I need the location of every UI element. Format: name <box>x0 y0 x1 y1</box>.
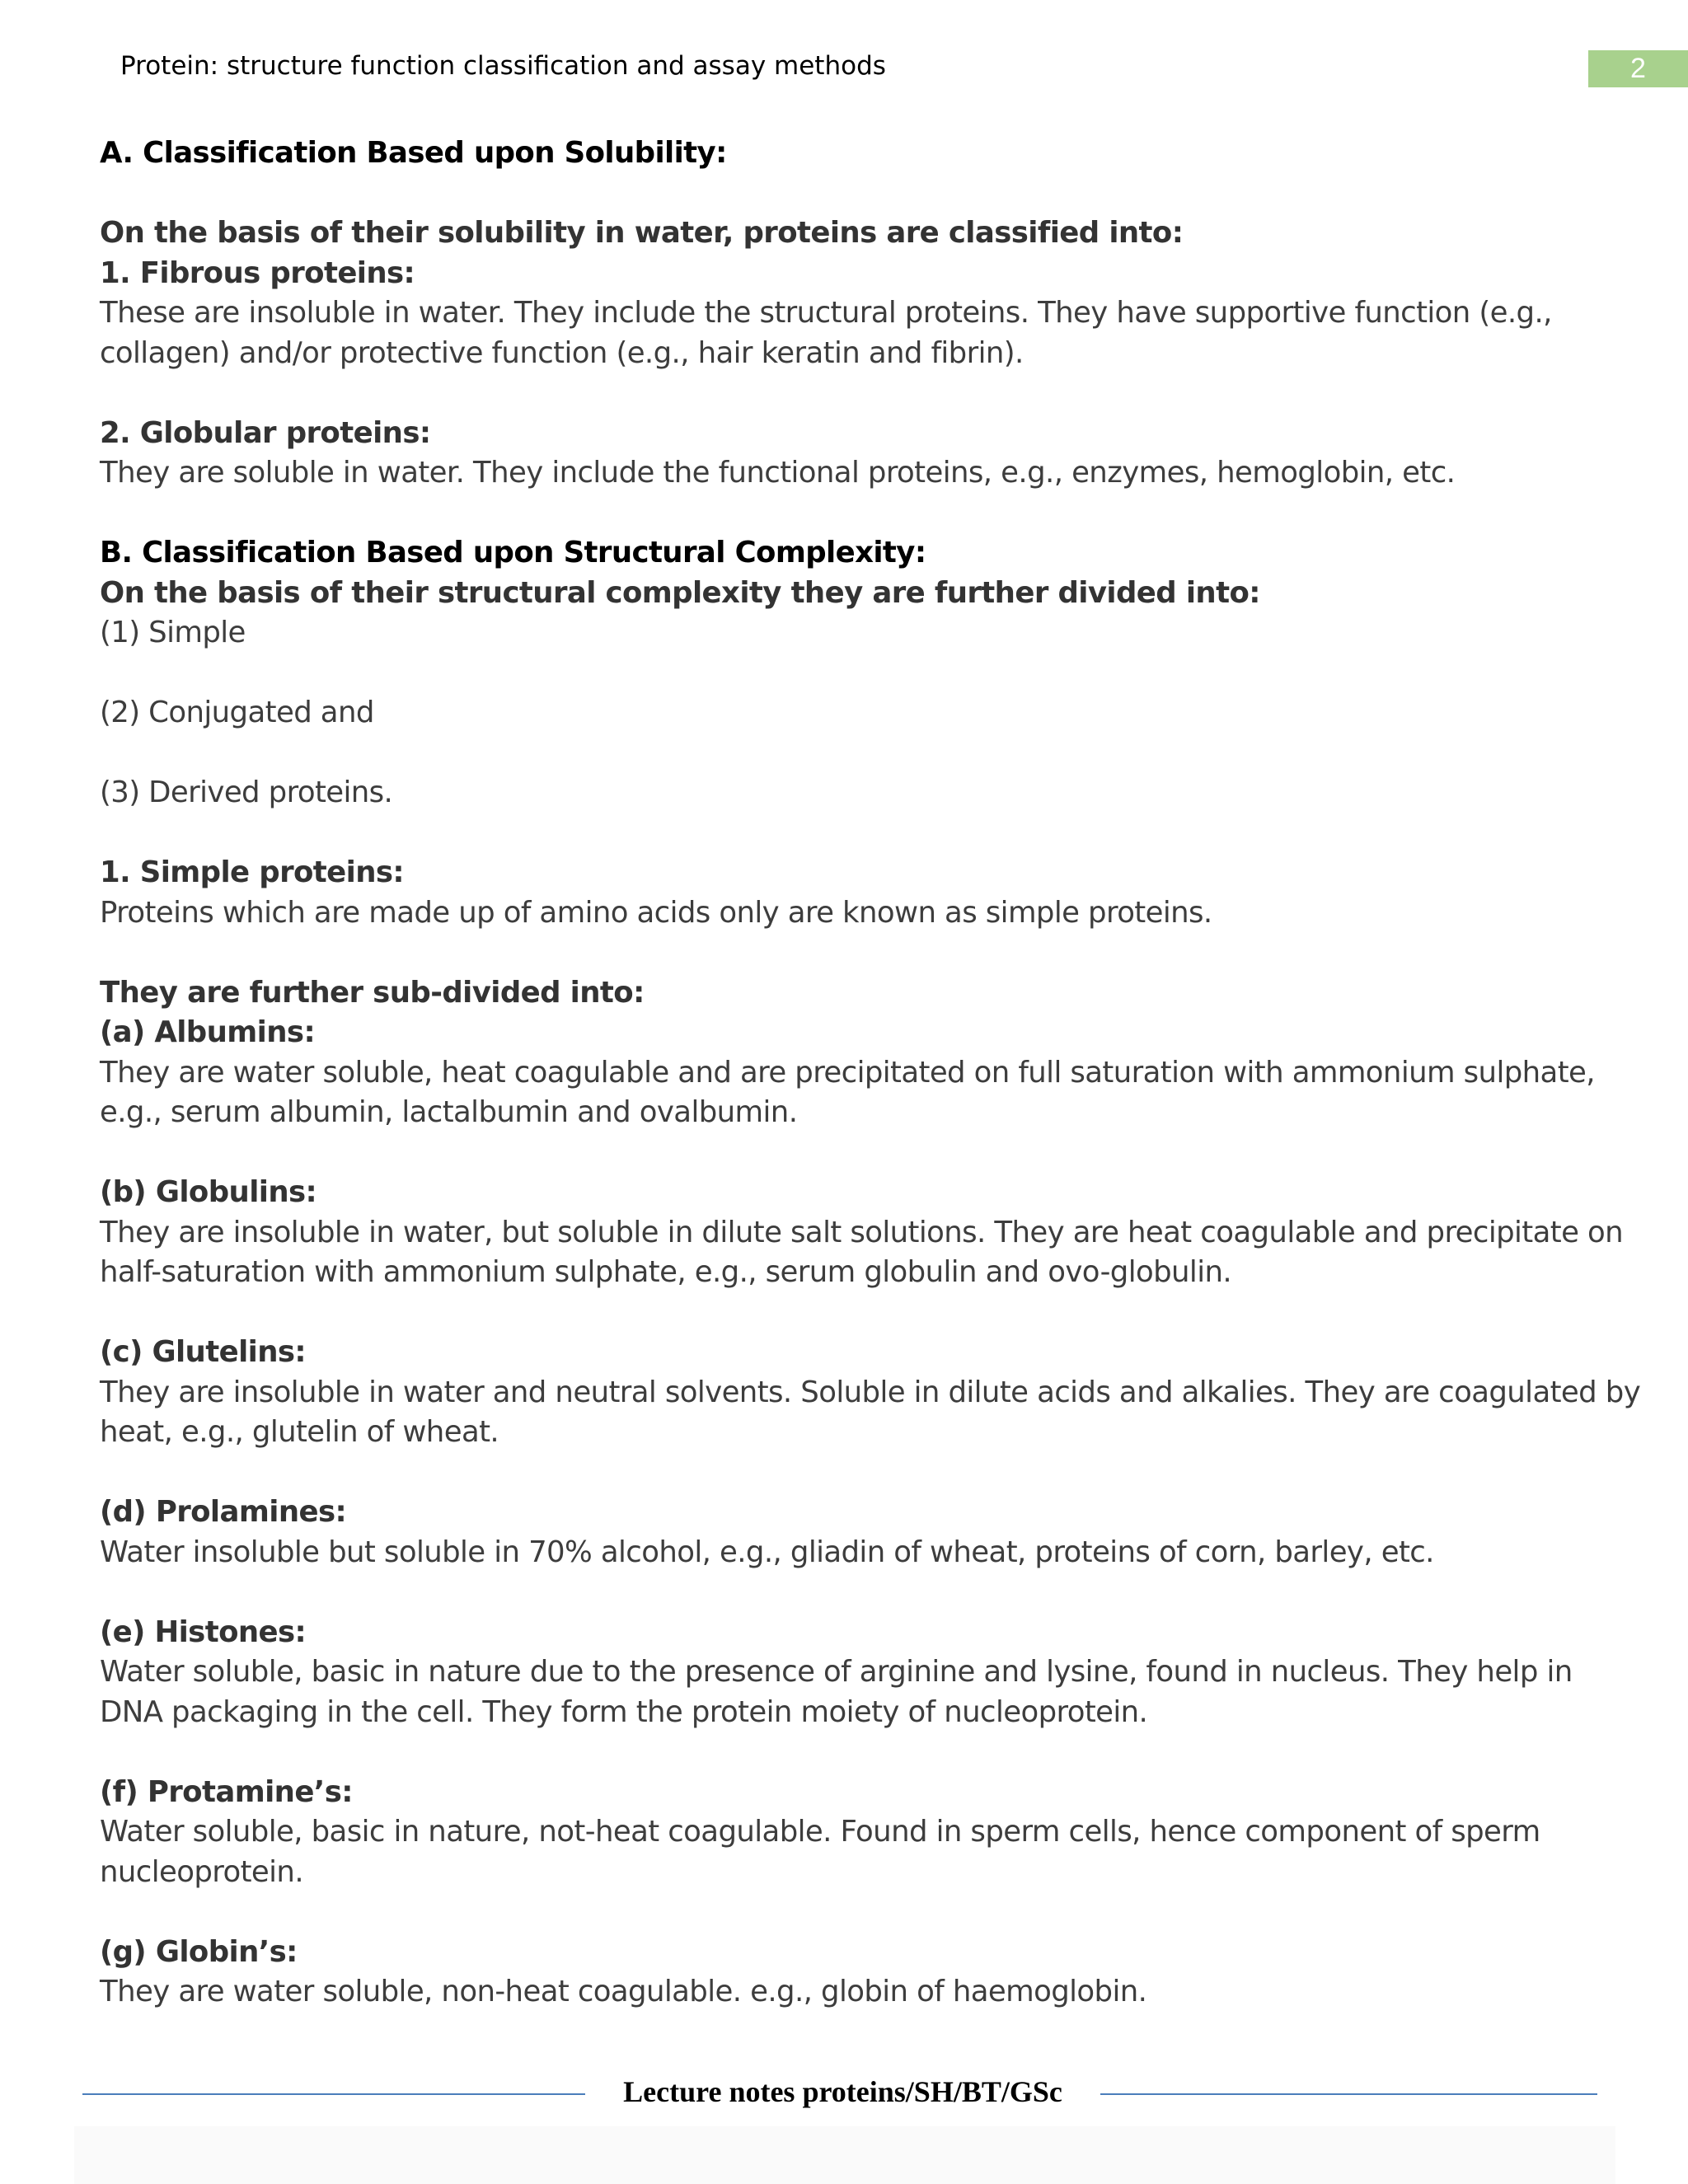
globulins-heading: (b) Globulins: <box>100 1175 317 1209</box>
fibrous-proteins-line-1: These are insoluble in water. They include the structural proteins. They have supportive function (e.g., <box>100 296 1552 330</box>
spacer <box>100 1572 1600 1613</box>
glutelins-line-1: They are insoluble in water and neutral solvents. Soluble in dilute acids and alkalies. They are coagulated by <box>100 1375 1641 1409</box>
page-number-badge: 2 <box>1588 50 1688 87</box>
spacer <box>100 494 1600 534</box>
section-a-heading: A. Classification Based upon Solubility: <box>100 136 727 170</box>
spacer <box>100 174 1600 214</box>
histones-heading: (e) Histones: <box>100 1615 307 1649</box>
subdivided-heading: They are further sub-divided into: <box>100 975 645 1010</box>
complexity-item-conjugated: (2) Conjugated and <box>100 696 374 729</box>
globular-proteins-heading: 2. Globular proteins: <box>100 415 431 450</box>
spacer <box>100 1892 1600 1933</box>
glutelins-heading: (c) Glutelins: <box>100 1335 307 1369</box>
fibrous-proteins-heading: 1. Fibrous proteins: <box>100 255 415 290</box>
globular-proteins-line-1: They are soluble in water. They include the functional proteins, e.g., enzymes, hemoglobin, etc. <box>100 456 1456 490</box>
albumins-line-2: e.g., serum albumin, lactalbumin and ovalbumin. <box>100 1095 798 1129</box>
protamines-heading: (f) Protamine’s: <box>100 1774 353 1809</box>
simple-proteins-heading: 1. Simple proteins: <box>100 855 405 889</box>
footer-rule-left <box>82 2093 585 2095</box>
running-header-title: Protein: structure function classification and assay methods <box>120 51 886 81</box>
globins-line-1: They are water soluble, non-heat coagulable. e.g., globin of haemoglobin. <box>100 1975 1147 2008</box>
page-body <box>100 134 1641 2013</box>
section-b-intro: On the basis of their structural complexity they are further divided into: <box>100 575 1260 610</box>
complexity-item-derived: (3) Derived proteins. <box>100 776 393 809</box>
histones-line-2: DNA packaging in the cell. They form the protein moiety of nucleoprotein. <box>100 1694 1148 1729</box>
histones-line-1: Water soluble, basic in nature due to the presence of arginine and lysine, found in nucleus. They help in <box>100 1655 1573 1689</box>
prolamines-heading: (d) Prolamines: <box>100 1495 347 1529</box>
prolamines-line-1: Water insoluble but soluble in 70% alcohol, e.g., gliadin of wheat, proteins of corn, barley, etc. <box>100 1535 1434 1569</box>
spacer <box>100 1453 1600 1493</box>
spacer <box>100 1133 1600 1174</box>
spacer <box>100 933 1600 973</box>
footer-text: Lecture notes proteins/SH/BT/GSc <box>623 2075 1062 2108</box>
complexity-item-simple: (1) Simple <box>100 616 246 649</box>
albumins-line-1: They are water soluble, heat coagulable and are precipitated on full saturation with ammonium sulphate, <box>100 1055 1595 1090</box>
footer-rule-right <box>1100 2093 1597 2095</box>
globins-heading: (g) Globin’s: <box>100 1934 298 1969</box>
globulins-line-2: half-saturation with ammonium sulphate, e.g., serum globulin and ovo-globulin. <box>100 1255 1232 1289</box>
spacer <box>100 654 1600 694</box>
albumins-heading: (a) Albumins: <box>100 1015 316 1049</box>
spacer <box>100 813 1600 854</box>
spacer <box>100 373 1600 414</box>
spacer <box>100 1293 1600 1333</box>
protamines-line-1: Water soluble, basic in nature, not-heat coagulable. Found in sperm cells, hence component of sperm <box>100 1815 1540 1849</box>
fibrous-proteins-line-2: collagen) and/or protective function (e.g., hair keratin and fibrin). <box>100 335 1024 370</box>
section-b-heading: B. Classification Based upon Structural Complexity: <box>100 536 926 569</box>
simple-proteins-description: Proteins which are made up of amino acids only are known as simple proteins. <box>100 895 1212 930</box>
section-a-intro: On the basis of their solubility in water, proteins are classified into: <box>100 216 1184 250</box>
spacer <box>100 1732 1600 1773</box>
spacer <box>100 733 1600 774</box>
protamines-line-2: nucleoprotein. <box>100 1854 304 1889</box>
glutelins-line-2: heat, e.g., glutelin of wheat. <box>100 1415 499 1449</box>
footer-shade <box>74 2126 1615 2184</box>
globulins-line-1: They are insoluble in water, but soluble in dilute salt solutions. They are heat coagulable and precipitate on <box>100 1215 1624 1249</box>
